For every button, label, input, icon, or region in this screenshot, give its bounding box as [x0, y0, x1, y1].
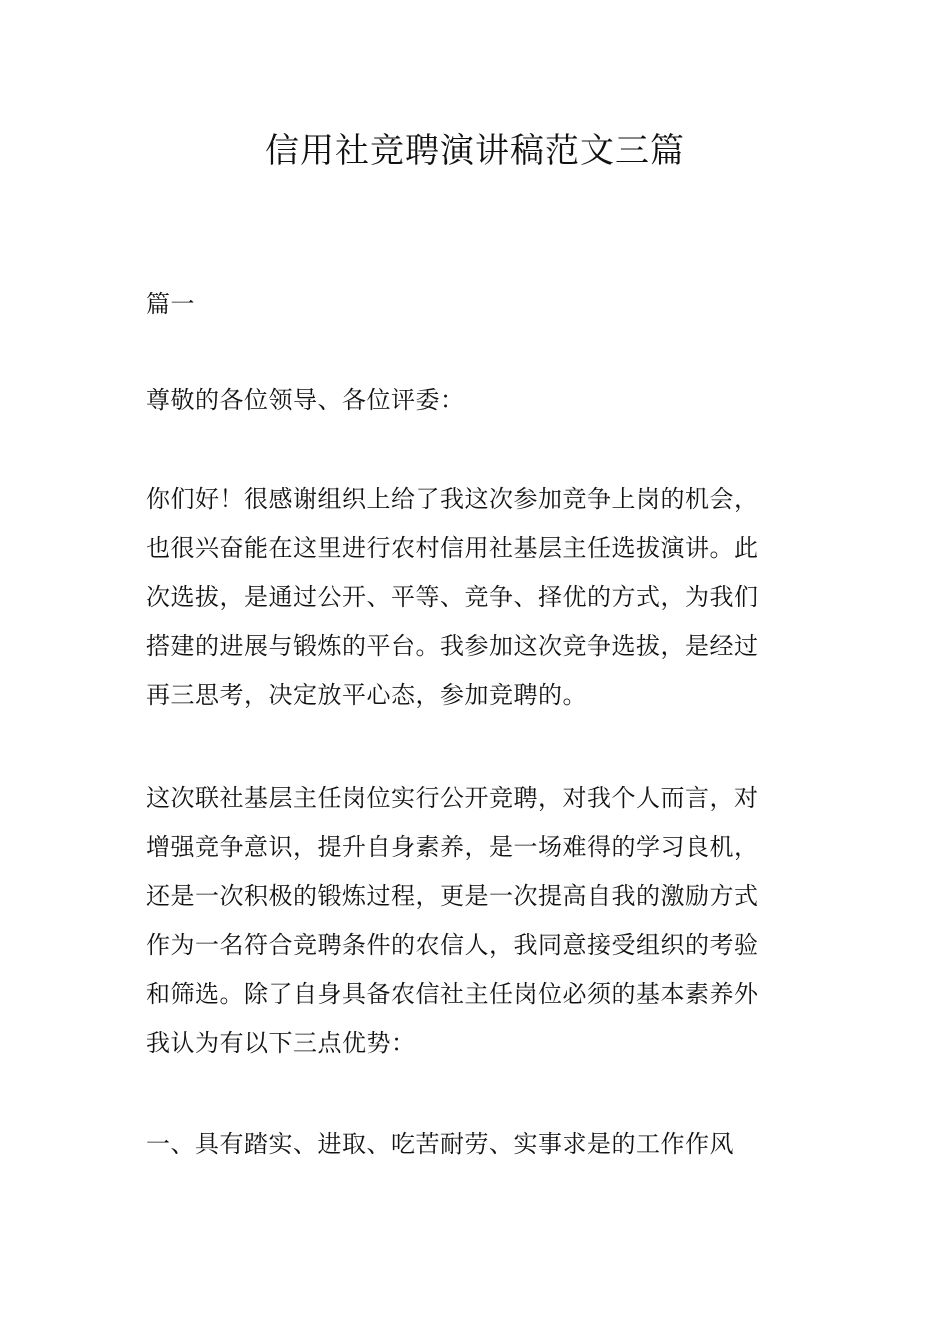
paragraph-line: 你们好！很感谢组织上给了我这次参加竞争上岗的机会，	[146, 485, 759, 513]
list-point-1: 一、具有踏实、进取、吃苦耐劳、实事求是的工作作风	[146, 1130, 734, 1158]
document-title: 信用社竞聘演讲稿范文三篇	[265, 131, 685, 171]
salutation: 尊敬的各位领导、各位评委：	[146, 386, 465, 414]
paragraph-1	[146, 475, 810, 720]
paragraph-line: 和筛选。除了自身具备农信社主任岗位必须的基本素养外	[146, 980, 759, 1008]
paragraph-line: 我认为有以下三点优势：	[146, 1029, 416, 1057]
paragraph-line: 搭建的进展与锻炼的平台。我参加这次竞争选拔，是经过	[146, 632, 759, 660]
paragraph-line: 作为一名符合竞聘条件的农信人，我同意接受组织的考验	[146, 931, 759, 959]
paragraph-line: 也很兴奋能在这里进行农村信用社基层主任选拔演讲。此	[146, 534, 759, 562]
paragraph-line: 次选拔，是通过公开、平等、竞争、择优的方式，为我们	[146, 583, 759, 611]
paragraph-line: 还是一次积极的锻炼过程，更是一次提高自我的激励方式	[146, 882, 759, 910]
paragraph-line: 再三思考，决定放平心态，参加竞聘的。	[146, 681, 587, 709]
paragraph-line: 增强竞争意识，提升自身素养，是一场难得的学习良机，	[146, 833, 759, 861]
section-label: 篇一	[146, 290, 195, 318]
paragraph-2	[146, 774, 810, 1068]
paragraph-line: 这次联社基层主任岗位实行公开竞聘，对我个人而言，对	[146, 784, 759, 812]
